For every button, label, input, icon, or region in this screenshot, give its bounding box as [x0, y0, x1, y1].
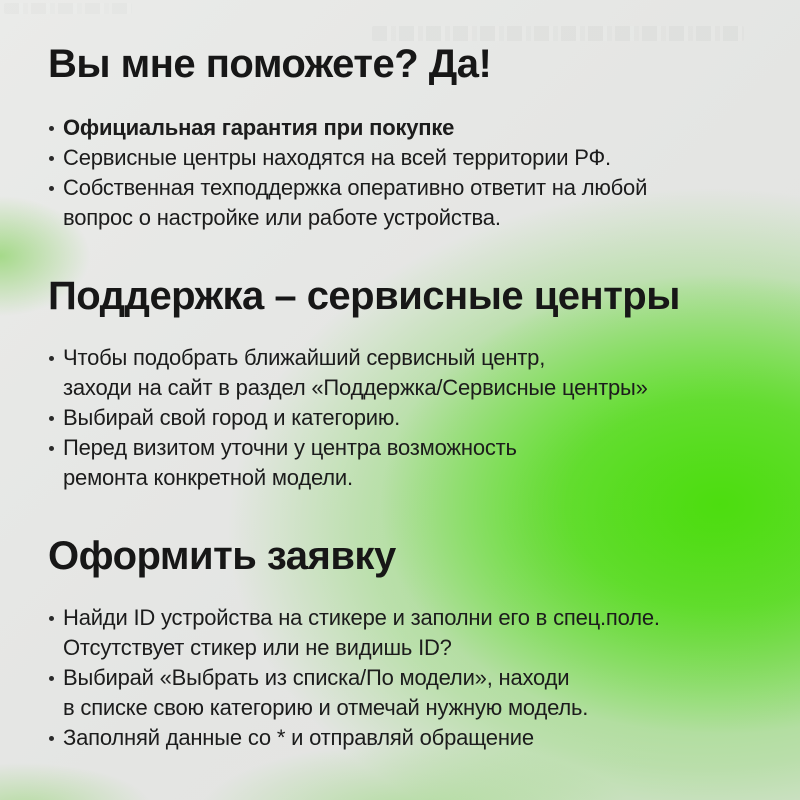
- bullet-line: Официальная гарантия при покупке: [63, 115, 455, 140]
- bullet-item: [48, 603, 780, 663]
- watermark-artifact-small: [4, 3, 132, 14]
- section-2-bullet-list: [48, 343, 780, 493]
- bullet-line: Найди ID устройства на стикере и заполни его в спец.поле.: [63, 605, 660, 630]
- bullet-line: в списке свою категорию и отмечай нужную модель.: [63, 695, 589, 720]
- bullet-line: Сервисные центры находятся на всей территории РФ.: [63, 145, 611, 170]
- section-1-heading: Вы мне поможете? Да!: [48, 42, 492, 86]
- bullet-item: [48, 173, 780, 233]
- bullet-item: [48, 113, 780, 143]
- bullet-line: вопрос о настройке или работе устройства.: [63, 205, 501, 230]
- bullet-item: [48, 403, 780, 433]
- bullet-line: заходи на сайт в раздел «Поддержка/Сервисные центры»: [63, 375, 648, 400]
- bullet-line: Отсутствует стикер или не видишь ID?: [63, 635, 452, 660]
- bullet-item: [48, 143, 780, 173]
- section-2-heading: Поддержка – сервисные центры: [48, 274, 680, 318]
- bullet-item: [48, 723, 780, 753]
- bullet-line: Выбирай «Выбрать из списка/По модели», находи: [63, 665, 570, 690]
- bullet-item: [48, 433, 780, 493]
- watermark-artifact: [372, 26, 744, 41]
- bullet-line: Перед визитом уточни у центра возможность: [63, 435, 517, 460]
- bullet-line: Выбирай свой город и категорию.: [63, 405, 401, 430]
- bullet-item: [48, 343, 780, 403]
- bullet-line: Заполняй данные со * и отправляй обращение: [63, 725, 534, 750]
- bullet-line: Чтобы подобрать ближайший сервисный центр,: [63, 345, 546, 370]
- section-1-bullet-list: [48, 113, 780, 233]
- bullet-line: Собственная техподдержка оперативно ответит на любой: [63, 175, 648, 200]
- section-3-bullet-list: [48, 603, 780, 753]
- bullet-line: ремонта конкретной модели.: [63, 465, 353, 490]
- bullet-item: [48, 663, 780, 723]
- section-3-heading: Оформить заявку: [48, 534, 396, 578]
